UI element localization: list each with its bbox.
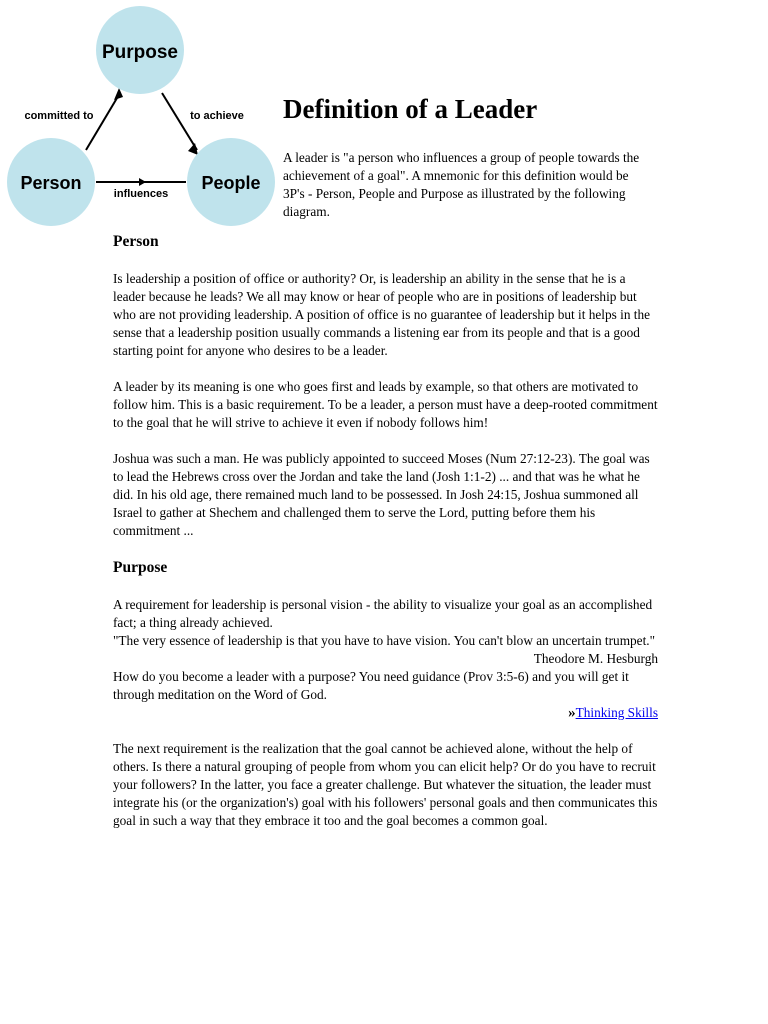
thinking-skills-link-row (113, 704, 658, 722)
three-p-diagram (0, 0, 280, 232)
double-chevron-right-icon: » (568, 705, 576, 721)
purpose-paragraph-2: How do you become a leader with a purpose? You need guidance (Prov 3:5-6) and you will get it through meditation on the Word of God. (113, 669, 629, 702)
quote-attribution: Theodore M. Hesburgh (533, 651, 658, 666)
node-purpose-label: Purpose (101, 42, 179, 63)
purpose-paragraph-1: A requirement for leadership is personal vision - the ability to visualize your goal as an accomplished fact; a thing already achieved. (113, 597, 653, 630)
section-heading-person: Person (113, 233, 159, 250)
person-paragraph-2: A leader by its meaning is one who goes first and leads by example, so that others are motivated to follow him. This is a basic requirement. To be a leader, a person must have a deep-rooted commitment to the goal that he will strive to achieve it even if nobody follows him! (113, 379, 658, 430)
node-person-label: Person (20, 173, 82, 193)
intro-paragraph: A leader is "a person who influences a group of people towards the achievement of a goal". A mnemonic for this definition would be 3P's - Person, People and Purpose as illustrated by the following diagram. (283, 150, 640, 219)
person-paragraph-1: Is leadership a position of office or authority? Or, is leadership an ability in the sense that he is a leader because he leads? We all may know or hear of people who are in positions of leadership but who are not providing leadership. A position of office is no guarantee of leadership but it helps in the sense that a leadership position usually commands a listening ear from its people and that is a good starting point for anyone who desires to be a leader. (113, 271, 651, 358)
edge-label-influences: influences (113, 188, 169, 200)
vision-quote: "The very essence of leadership is that you have to have vision. You can't blow an uncertain trumpet." (113, 633, 656, 648)
section-heading-purpose: Purpose (113, 559, 168, 576)
page-title: Definition of a Leader (283, 94, 538, 124)
arrow-person-people (139, 178, 146, 186)
edge-label-committed-to: committed to (24, 110, 94, 122)
node-people-label: People (201, 173, 261, 193)
purpose-paragraph-3: The next requirement is the realization that the goal cannot be achieved alone, without the help of others. Is there a natural grouping of people from whom you can elicit help? Or do you have to recruit your followers? In the latter, you face a greater challenge. But whatever the situation, the leader must integrate his (or the organization's) goal with his followers' personal goals and then communicates this goal in such a way that they embrace it too and the goal becomes a common goal. (113, 741, 658, 828)
edge-label-to-achieve: to achieve (190, 110, 244, 122)
thinking-skills-link[interactable]: Thinking Skills (575, 705, 658, 720)
article-body (113, 232, 658, 848)
person-paragraph-3: Joshua was such a man. He was publicly appointed to succeed Moses (Num 27:12-23). The goal was to lead the Hebrews cross over the Jordan and take the land (Josh 1:1-2) ... and that was he what he did. In his old age, there remained much land to be possessed. In Josh 24:15, Joshua summoned all Israel to gather at Shechem and challenged them to serve the Lord, putting before them his commitment ... (113, 451, 650, 538)
